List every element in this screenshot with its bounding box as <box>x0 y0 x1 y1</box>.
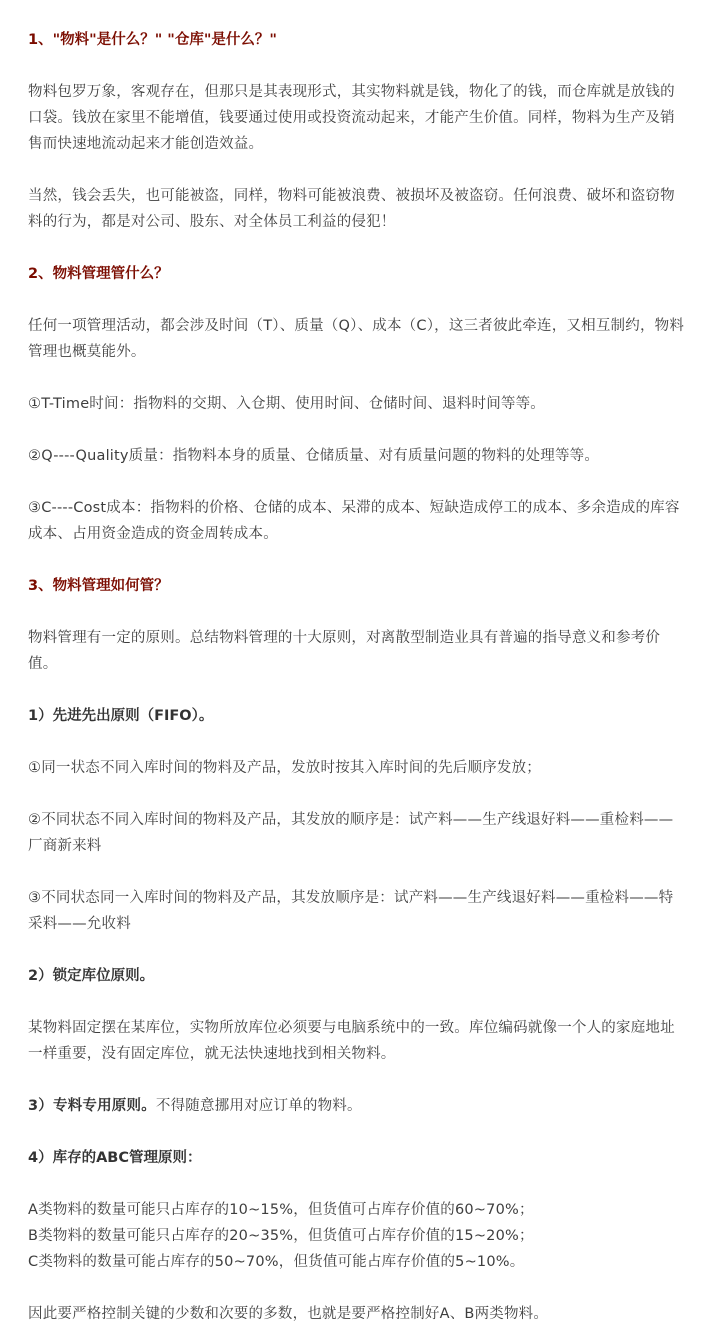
rule-dedicated-material-text: 不得随意挪用对应订单的物料。 <box>155 1098 362 1114</box>
paragraph-abc-conclusion: 因此要严格控制关键的少数和次要的多数，也就是要严格控制好A、B两类物料。 <box>28 1306 549 1322</box>
paragraph-abc-c: C类物料的数量可能占库存的50~70%，但货值可能占库存价值的5~10%。 <box>28 1254 525 1270</box>
rule-heading-fifo: 1）先进先出原则（FIFO）。 <box>28 708 214 724</box>
paragraph-quality: ②Q----Quality质量：指物料本身的质量、仓储质量、对有质量问题的物料的处理等等。 <box>28 448 600 464</box>
rule-heading-locked-location: 2）锁定库位原则。 <box>28 968 155 984</box>
paragraph-locked-location: 某物料固定摆在某库位，实物所放库位必须要与电脑系统中的一致。库位编码就像一个人的家庭地址一样重要，没有固定库位，就无法快速地找到相关物料。 <box>28 1020 675 1062</box>
paragraph-material-is-money: 物料包罗万象，客观存在，但那只是其表现形式，其实物料就是钱，物化了的钱，而仓库就是放钱的口袋。钱放在家里不能增值，钱要通过使用或投资流动起来，才能产生价值。同样，物料为生产及销售而快速地流动起来才能创造效益。 <box>28 84 675 152</box>
paragraph-abc-b: B类物料的数量可能只占库存的20~35%，但货值可占库存价值的15~20%； <box>28 1228 534 1244</box>
rule-heading-dedicated-material: 3）专料专用原则。 <box>28 1098 156 1114</box>
paragraph-material-waste: 当然，钱会丢失，也可能被盗，同样，物料可能被浪费、被损坏及被盗窃。任何浪费、破坏和盗窃物料的行为，都是对公司、股东、对全体员工利益的侵犯！ <box>28 188 675 230</box>
section-heading-what-is-material: 1、"物料"是什么？" "仓库"是什么？" <box>28 32 277 48</box>
section-heading-what-to-manage: 2、物料管理管什么？ <box>28 266 169 282</box>
paragraph-fifo-3: ③不同状态同一入库时间的物料及产品，其发放顺序是：试产料——生产线退好料——重检料——特采料——允收料 <box>28 890 674 932</box>
paragraph-fifo-1: ①同一状态不同入库时间的物料及产品，发放时按其入库时间的先后顺序发放； <box>28 760 541 776</box>
paragraph-cost: ③C----Cost成本：指物料的价格、仓储的成本、呆滞的成本、短缺造成停工的成本、多余造成的库容成本、占用资金造成的资金周转成本。 <box>28 500 680 542</box>
paragraph-dedicated-material <box>28 1093 685 1119</box>
paragraph-ten-principles: 物料管理有一定的原则。总结物料管理的十大原则，对离散型制造业具有普遍的指导意义和参考价值。 <box>28 630 661 672</box>
paragraph-abc-a: A类物料的数量可能只占库存的10~15%，但货值可占库存价值的60~70%； <box>28 1202 534 1218</box>
paragraph-fifo-2: ②不同状态不同入库时间的物料及产品，其发放的顺序是：试产料——生产线退好料——重检料——厂商新来料 <box>28 812 674 854</box>
paragraph-time: ①T-Time时间：指物料的交期、入仓期、使用时间、仓储时间、退料时间等等。 <box>28 396 546 412</box>
rule-heading-abc: 4）库存的ABC管理原则： <box>28 1150 202 1166</box>
paragraph-tqc-intro: 任何一项管理活动，都会涉及时间（T）、质量（Q）、成本（C），这三者彼此牵连，又相互制约，物料管理也概莫能外。 <box>28 318 685 360</box>
section-heading-how-to-manage: 3、物料管理如何管？ <box>28 578 169 594</box>
